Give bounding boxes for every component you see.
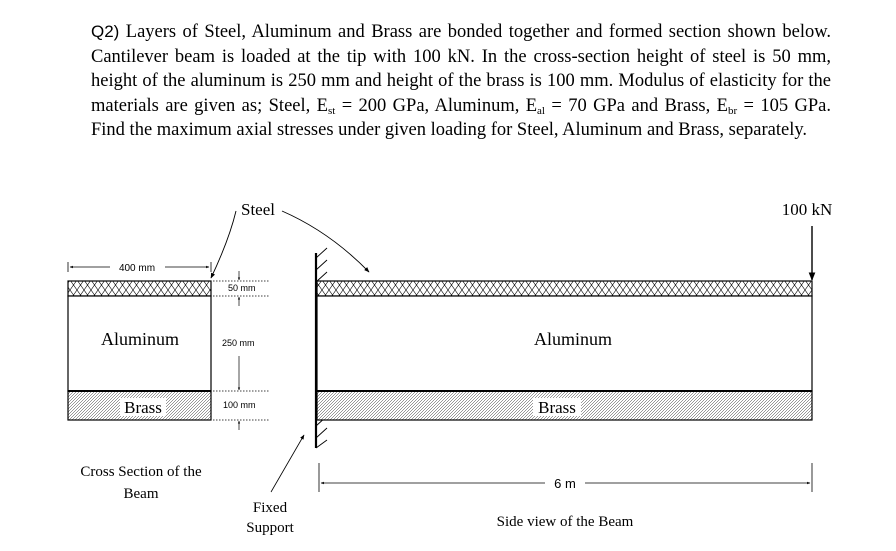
question-text-part-2: = 200 GPa, Aluminum, E [335,95,538,116]
cross-section-caption-line2: Beam [123,486,159,502]
length-dim-label: 6 m [554,476,576,491]
width-dim-label: 400 mm [118,263,156,274]
side-view-beam [317,281,812,420]
steel-leader-to-beam [282,211,369,272]
brass-height-label: 100 mm [223,400,256,410]
steel-subscript: st [327,104,336,117]
support-caption-line1: Fixed [252,500,288,516]
side-view-caption: Side view of the Beam [496,514,634,530]
steel-height-label: 50 mm [228,283,256,293]
section-steel-layer [68,281,211,296]
question-text-part-3: = 70 GPa and Brass, E [545,95,728,116]
section-brass-label: Brass [124,398,162,417]
steel-leader-to-section [211,211,236,278]
question-text-part-1: Layers of Steel, Aluminum and Brass are bonded together and formed section shown below. Cantilever beam is loaded at the tip with 100 kN. In the cross-section height of steel is 50 mm, height of the aluminum is 250 mm and height of the brass is 100 mm. Modulus of elasticity for the materials are given as; Steel, E [91,22,831,116]
question-number: Q2) [91,22,120,41]
fixed-support [246,248,327,536]
cross-section [68,262,270,502]
cross-section-caption-line1: Cross Section of the [80,464,202,480]
beam-aluminum-label: Aluminum [533,329,613,349]
load-label: 100 kN [781,200,833,219]
aluminum-height-label: 250 mm [222,338,255,348]
beam-steel-layer [317,281,812,296]
aluminum-subscript: al [537,104,545,117]
steel-label: Steel [241,200,275,219]
support-caption-line2: Support [246,520,294,536]
beam-brass-label: Brass [538,398,576,417]
brass-subscript: br [727,104,738,117]
support-leader [271,435,304,492]
question-text-part-4: = 105 GPa. Find the maximum axial stresses under given loading for Steel, Aluminum and Brass, separately. [91,95,831,140]
section-aluminum-label: Aluminum [100,329,180,349]
